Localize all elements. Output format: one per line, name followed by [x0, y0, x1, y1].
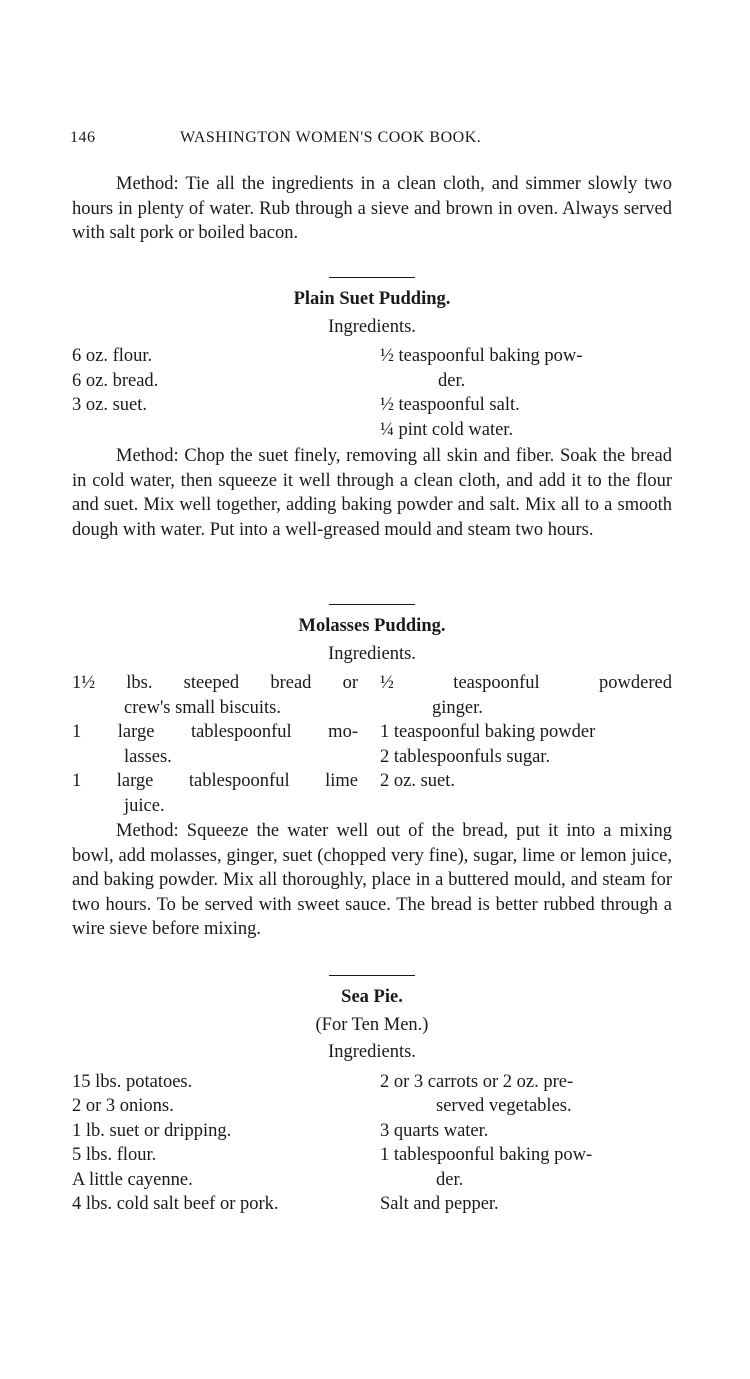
- recipe-title: Molasses Pudding.: [298, 616, 446, 636]
- recipe-sea-pie: [72, 975, 672, 1217]
- ingredient-item: 4 lbs. cold salt beef or pork.: [72, 1194, 279, 1214]
- method-text: Method: Chop the suet finely, removing all skin and fiber. Soak the bread in cold water, then squeeze it well through a clean cloth, and add it to the flour and suet. Mix well together, adding baking powder and salt. Mix all to a smooth dough with water. Put into a well-greased mould and steam two hours.: [72, 446, 672, 540]
- ingredient-item: Salt and pepper.: [380, 1194, 499, 1214]
- section-rule: [329, 975, 415, 976]
- ingredients-left-column: [72, 671, 380, 818]
- ingredient-item: 15 lbs. potatoes.: [72, 1071, 193, 1092]
- recipe-plain-suet-pudding: [72, 277, 672, 542]
- running-header: [72, 126, 672, 150]
- intro-method-block: [72, 172, 672, 246]
- ingredient-item-continued: ginger.: [432, 697, 483, 718]
- ingredient-item: 2 oz. suet.: [380, 771, 456, 791]
- ingredient-item: 2 tablespoonfuls sugar.: [380, 746, 551, 767]
- recipe-title: Sea Pie.: [341, 987, 403, 1007]
- ingredient-item-continued: crew's small biscuits.: [124, 697, 281, 718]
- ingredients-list: [72, 1070, 672, 1217]
- ingredients-right-column: [380, 1070, 672, 1217]
- recipe-title: Plain Suet Pudding.: [293, 289, 451, 309]
- section-rule: [329, 277, 415, 278]
- ingredients-right-column: [380, 671, 672, 818]
- ingredient-item: 3 quarts water.: [380, 1120, 489, 1141]
- ingredient-item: 3 oz. suet.: [72, 395, 148, 415]
- ingredient-item-continued: der.: [438, 370, 466, 391]
- ingredient-item: ½ teaspoonful baking pow-: [380, 346, 583, 366]
- ingredient-item-continued: juice.: [124, 795, 165, 816]
- ingredient-item-continued: served vegetables.: [436, 1096, 572, 1116]
- page-number: 146: [70, 129, 96, 146]
- ingredients-label: Ingredients.: [328, 1042, 416, 1062]
- ingredients-label: Ingredients.: [328, 643, 416, 664]
- ingredients-left-column: [72, 1070, 380, 1217]
- ingredients-list: [72, 344, 672, 442]
- recipe-molasses-pudding: [72, 604, 672, 942]
- ingredient-item: 1 large tablespoonful mo-: [72, 722, 358, 742]
- ingredient-item: 1 tablespoonful baking pow-: [380, 1145, 593, 1165]
- ingredient-item: 2 or 3 onions.: [72, 1096, 174, 1116]
- ingredient-item: ½ teaspoonful powdered: [380, 673, 672, 693]
- ingredient-item: 5 lbs. flour.: [72, 1145, 157, 1165]
- section-rule: [329, 604, 415, 605]
- ingredient-item-continued: der.: [436, 1169, 464, 1190]
- book-title: WASHINGTON WOMEN'S COOK BOOK.: [180, 129, 482, 146]
- ingredients-left-column: [72, 344, 380, 442]
- ingredient-item: ¼ pint cold water.: [380, 419, 514, 440]
- ingredient-item: 2 or 3 carrots or 2 oz. pre-: [380, 1071, 574, 1092]
- ingredient-item: 6 oz. flour.: [72, 346, 153, 366]
- recipe-subtitle: (For Ten Men.): [315, 1014, 429, 1035]
- ingredient-item: 6 oz. bread.: [72, 370, 159, 391]
- ingredients-right-column: [380, 344, 672, 442]
- method-text: Method: Squeeze the water well out of the bread, put it into a mixing bowl, add molasses, ginger, suet (chopped very fine), sugar, lime or lemon juice, and baking powder. Mix all thoroughly, place in a buttered mould, and steam for two hours. To be served with sweet sauce. The bread is better rubbed through a wire sieve before mixing.: [72, 821, 672, 939]
- ingredient-item: 1 lb. suet or dripping.: [72, 1120, 232, 1141]
- intro-method-text: Method: Tie all the ingredients in a clean cloth, and simmer slowly two hours in plenty of water. Rub through a sieve and brown in oven. Always served with salt pork or boiled bacon.: [72, 174, 672, 243]
- ingredient-item-continued: lasses.: [124, 746, 172, 767]
- ingredient-item: ½ teaspoonful salt.: [380, 395, 520, 415]
- ingredients-list: [72, 671, 672, 818]
- ingredient-item: 1 large tablespoonful lime: [72, 771, 358, 791]
- ingredient-item: 1½ lbs. steeped bread or: [72, 673, 358, 693]
- ingredient-item: 1 teaspoonful baking powder: [380, 722, 596, 742]
- ingredients-label: Ingredients.: [328, 316, 416, 337]
- ingredient-item: A little cayenne.: [72, 1169, 193, 1190]
